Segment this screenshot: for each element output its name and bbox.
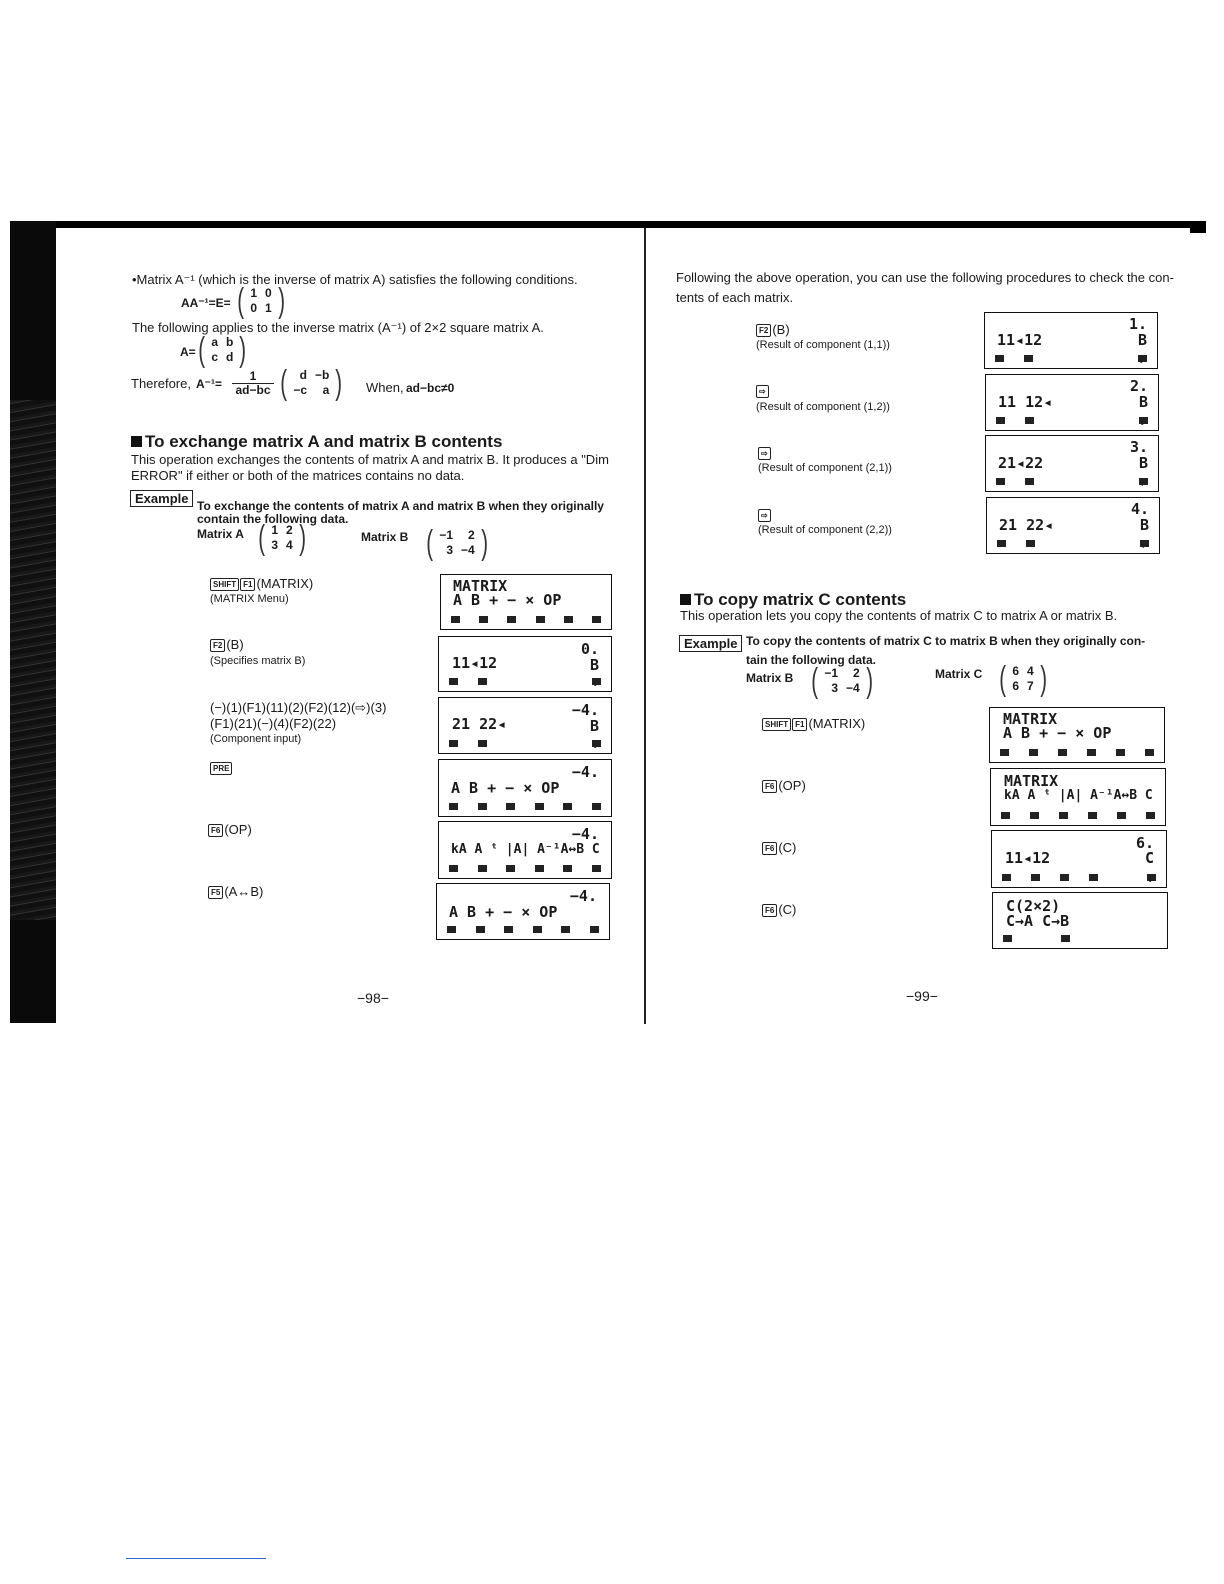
lcd-screen: MATRIX A B + − × OP — [440, 574, 612, 630]
copy-matrix-b-values: ( −1 2 3 −4 ) — [811, 662, 873, 700]
page-number-left: −98− — [357, 990, 389, 1006]
step-pre: PRE — [210, 760, 233, 776]
identity-matrix: ( 1 0 0 1 ) — [237, 282, 285, 320]
lcd-screen: 1. B 11◂12 ↓ — [984, 312, 1158, 369]
check-note-3: (Result of component (2,1)) — [758, 462, 892, 474]
copy-step-op: F6 (OP) — [762, 778, 806, 794]
check-note-4: (Result of component (2,2)) — [758, 524, 892, 536]
page-gutter — [644, 228, 646, 1024]
step-component-line2: (F1)(21)(−)(4)(F2)(22) — [210, 716, 337, 731]
copy-desc: This operation lets you copy the contents of matrix C to matrix A or matrix B. — [680, 608, 1118, 623]
fraction-numerator: 1 — [249, 369, 257, 383]
step-swap: F5 (A↔B) — [208, 884, 263, 900]
right-intro-2: tents of each matrix. — [676, 290, 794, 305]
example-badge: Example — [130, 490, 193, 508]
lcd-screen: 4. B 21 22◂ ↑ — [986, 497, 1160, 554]
fraction — [232, 370, 274, 397]
check-step-3: ⇨ — [758, 445, 772, 461]
fraction-denominator: ad−bc — [232, 383, 274, 397]
example-text-1: To exchange the contents of matrix A and matrix B when they originally — [197, 499, 604, 513]
step-component-note: (Component input) — [210, 733, 302, 745]
section-heading-copy: To copy matrix C contents — [680, 590, 906, 610]
lcd-screen: −4. kA A ᵗ |A| A⁻¹A↔B C — [438, 821, 612, 879]
right-intro-1: Following the above operation, you can use the following procedures to check the con- — [676, 270, 1174, 285]
inverse-2x2-text: The following applies to the inverse matrix (A⁻¹) of 2×2 square matrix A. — [132, 320, 544, 335]
lcd-screen: 3. B 21◂22 ↑ — [985, 435, 1159, 492]
copy-step-matrix: SHIFT F1 (MATRIX) — [762, 716, 865, 732]
copy-example-text-1: To copy the contents of matrix C to matrix B when they originally con- — [746, 634, 1146, 648]
step-matrix-menu-note: (MATRIX Menu) — [210, 593, 289, 605]
bottom-link-underline — [126, 1558, 266, 1559]
lcd-screen: MATRIX kA A ᵗ |A| A⁻¹A↔B C — [990, 768, 1166, 826]
matrix-a-symbolic: ( a b c d ) — [198, 331, 247, 369]
copy-step-c-2: F6 (C) — [762, 902, 796, 918]
check-note-1: (Result of component (1,1)) — [756, 339, 890, 351]
copy-matrix-c-values: ( 6 4 6 7 ) — [999, 660, 1047, 698]
example-text-2: contain the following data. — [197, 512, 349, 526]
scan-corner — [1190, 221, 1206, 233]
copy-matrix-c-label: Matrix C — [935, 667, 983, 681]
lcd-screen: −4. A B + − × OP — [438, 759, 612, 817]
check-step-1: F2 (B) — [756, 322, 790, 338]
page-number-right: −99− — [906, 988, 938, 1004]
matrix-a-label: Matrix A — [197, 527, 244, 541]
copy-example-text-2: tain the following data. — [746, 653, 876, 667]
check-note-2: (Result of component (1,2)) — [756, 401, 890, 413]
condition: ad−bc≠0 — [406, 381, 455, 395]
example-badge: Example — [679, 635, 742, 653]
scan-top-border — [10, 221, 1206, 228]
step-matrix-menu: SHIFT F1 (MATRIX) — [210, 576, 313, 592]
section-desc-1: This operation exchanges the contents of matrix A and matrix B. It produces a "Dim — [131, 452, 609, 467]
copy-step-c-1: F6 (C) — [762, 840, 796, 856]
step-op: F6 (OP) — [208, 822, 252, 838]
step-specify-b: F2 (B) — [210, 637, 244, 653]
matrix-b-label: Matrix B — [361, 530, 409, 544]
step-component-line1: (−)(1)(F1)(11)(2)(F2)(12)(⇨)(3) — [210, 700, 387, 715]
matrix-b-values: ( −1 2 3 −4 ) — [426, 524, 488, 562]
therefore-label: Therefore, — [131, 376, 191, 391]
check-step-4: ⇨ — [758, 507, 772, 523]
eq-identity-label: AA⁻¹=E= — [181, 296, 231, 310]
section-heading-exchange: To exchange matrix A and matrix B contents — [131, 432, 502, 452]
eq-inverse-label: A⁻¹= — [196, 377, 223, 391]
section-desc-2: ERROR" if either or both of the matrices contains no data. — [131, 468, 465, 483]
lcd-screen: −4. A B + − × OP — [436, 883, 610, 940]
copy-matrix-b-label: Matrix B — [746, 671, 794, 685]
scan-left-texture — [10, 400, 56, 920]
eq-matrix-a-label: A= — [180, 345, 196, 359]
lcd-screen: C(2×2) C→A C→B — [992, 892, 1168, 949]
lcd-screen: 6. C 11◂12 ↓ — [991, 830, 1167, 888]
when-label: When, — [366, 380, 404, 395]
step-specify-b-note: (Specifies matrix B) — [210, 655, 306, 667]
lcd-screen: MATRIX A B + − × OP — [989, 707, 1165, 763]
lcd-screen: −4. B 21 22◂ ↓ — [438, 697, 612, 754]
lcd-screen: 2. B 11 12◂ ↓ — [985, 374, 1159, 431]
adjugate-matrix: ( d −b −c a ) — [280, 364, 343, 402]
matrix-a-values: ( 1 2 3 4 ) — [258, 519, 306, 557]
lcd-screen: 0. B 11◂12 ↓ — [438, 636, 612, 692]
inverse-intro: •Matrix A⁻¹ (which is the inverse of matrix A) satisfies the following conditions. — [132, 272, 578, 287]
check-step-2: ⇨ — [756, 383, 770, 399]
